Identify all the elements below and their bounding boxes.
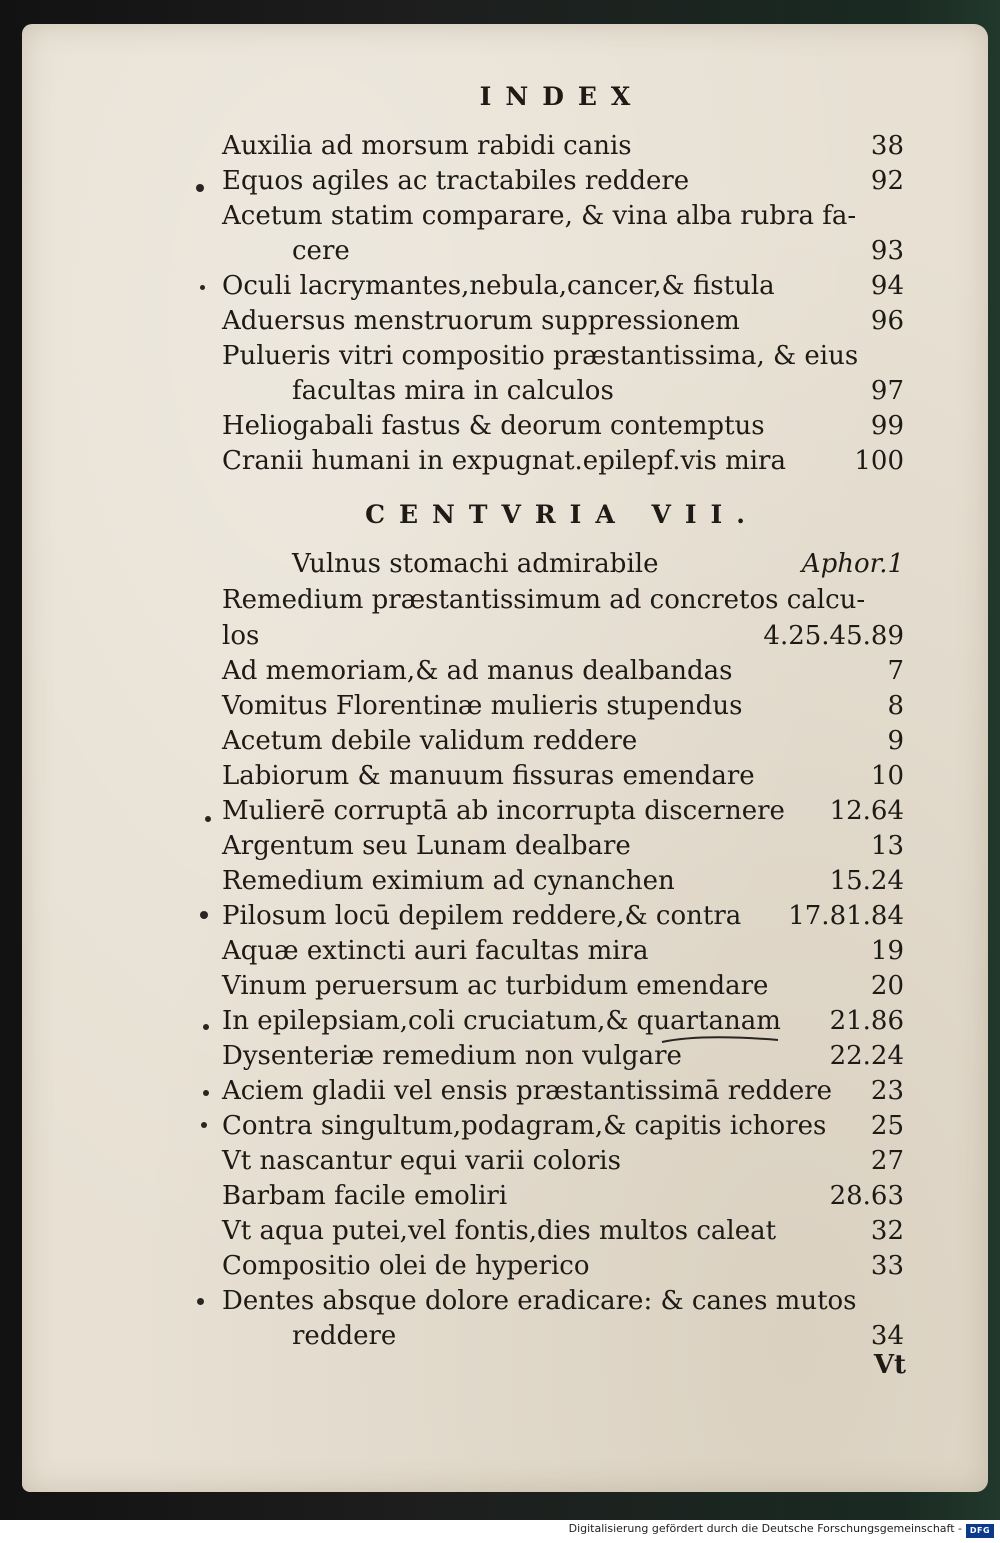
index-entry: Mulierē corruptā ab incorrupta discernere 12.64 [222, 796, 904, 826]
index-entry: Pilosum locū depilem reddere,& contra 17.81.84 [222, 901, 904, 931]
handwritten-underline [660, 1034, 780, 1046]
index-entry: Aquæ extincti auri facultas mira 19 [222, 936, 904, 966]
index-entry: Heliogabali fastus & deorum contemptus 99 [222, 411, 904, 441]
index-entry-continuation: reddere 34 [292, 1321, 904, 1351]
margin-mark [196, 184, 204, 192]
margin-mark [205, 816, 211, 822]
index-entry: Vt nascantur equi varii coloris 27 [222, 1146, 904, 1176]
margin-mark [200, 285, 205, 290]
catchword: Vt [873, 1350, 906, 1380]
index-entry: Remedium eximium ad cynanchen 15.24 [222, 866, 904, 896]
digitization-credit: Digitalisierung gefördert durch die Deutsche Forschungsgemeinschaft - [568, 1522, 962, 1535]
index-entry: Ad memoriam,& ad manus dealbandas 7 [222, 656, 904, 686]
index-entry: Pulueris vitri compositio præstantissima, & eius [222, 341, 859, 371]
margin-mark [200, 911, 208, 919]
index-entry-continuation: cere 93 [292, 236, 904, 266]
margin-mark [197, 1298, 204, 1305]
running-head: INDEX [479, 82, 645, 111]
index-entry: Cranii humani in expugnat.epilepf.vis mira 100 [222, 446, 904, 476]
margin-mark [201, 1122, 207, 1128]
index-entry: Aciem gladii vel ensis præstantissimā reddere 23 [222, 1076, 904, 1106]
index-entry: Vomitus Florentinæ mulieris stupendus 8 [222, 691, 904, 721]
index-entry: Vulnus stomachi admirabile Aphor.1 [292, 549, 904, 579]
index-entry: Argentum seu Lunam dealbare 13 [222, 831, 904, 861]
index-entry-continuation: los 4.25.45.89 [222, 621, 904, 651]
index-entry: Contra singultum,podagram,& capitis ichores 25 [222, 1111, 904, 1141]
index-entry: Acetum statim comparare, & vina alba rubra fa- [222, 201, 857, 231]
index-entry: Remedium præstantissimum ad concretos calcu- [222, 585, 866, 615]
margin-mark [203, 1090, 209, 1096]
index-entry: Compositio olei de hyperico 33 [222, 1251, 904, 1281]
index-entry: Acetum debile validum reddere 9 [222, 726, 904, 756]
section-heading: CENTVRIA VII. [365, 500, 759, 529]
index-entry: Aduersus menstruorum suppressionem 96 [222, 306, 904, 336]
dfg-logo: DFG [966, 1524, 994, 1538]
index-entry: Barbam facile emoliri 28.63 [222, 1181, 904, 1211]
index-entry: Dysenteriæ remedium non vulgare 22.24 [222, 1041, 904, 1071]
index-entry: Vinum peruersum ac turbidum emendare 20 [222, 971, 904, 1001]
margin-mark [203, 1024, 209, 1030]
index-entry: Oculi lacrymantes,nebula,cancer,& fistula 94 [222, 271, 904, 301]
index-entry: Dentes absque dolore eradicare: & canes mutos [222, 1286, 857, 1316]
index-entry: Vt aqua putei,vel fontis,dies multos caleat 32 [222, 1216, 904, 1246]
index-entry-continuation: facultas mira in calculos 97 [292, 376, 904, 406]
index-entry: Labiorum & manuum fissuras emendare 10 [222, 761, 904, 791]
index-entry: Auxilia ad morsum rabidi canis 38 [222, 131, 904, 161]
index-entry: In epilepsiam,coli cruciatum,& quartanam 21.86 [222, 1006, 904, 1036]
index-entry: Equos agiles ac tractabiles reddere 92 [222, 166, 904, 196]
